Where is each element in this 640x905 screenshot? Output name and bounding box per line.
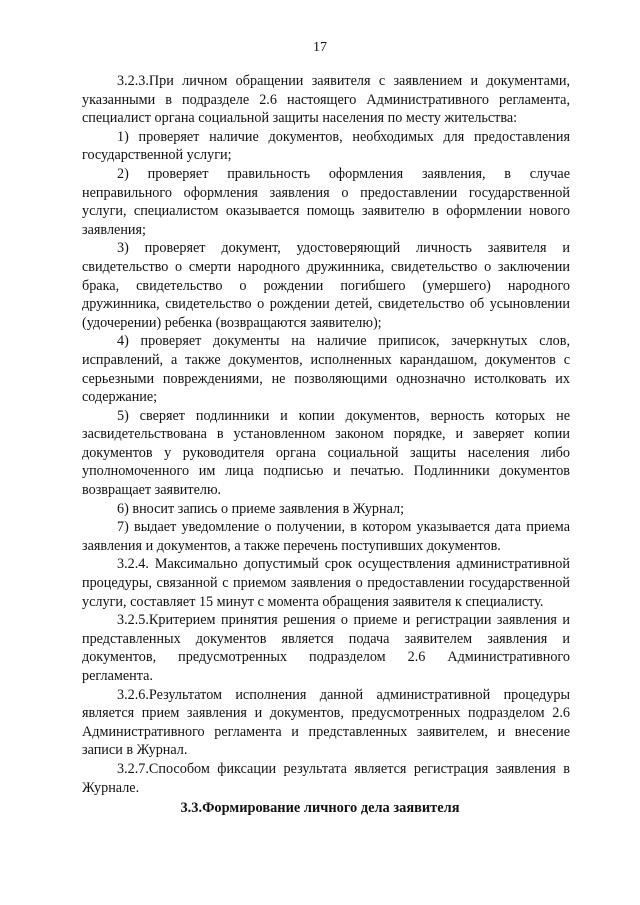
list-item-6: 6) вносит запись о приеме заявления в Журнал; — [117, 500, 405, 517]
paragraph-3-2-3: 3.2.3.При личном обращении заявителя с заявлением и документами, указанными в подразделе 2.6 настоящего Административного регламента, специалист органа социальной защиты населения по месту жительства: — [82, 73, 570, 127]
list-item-7: 7) выдает уведомление о получении, в котором указывается дата приема заявления и документов, а также перечень поступивших документов. — [82, 519, 570, 554]
page-number: 17 — [313, 40, 327, 55]
paragraph-3-2-5: 3.2.5.Критерием принятия решения о приеме и регистрации заявления и представленных документов является подача заявителем заявления и документов, предусмотренных подразделом 2.6 Административного регламента. — [82, 612, 570, 684]
list-item-4: 4) проверяет документы на наличие приписок, зачеркнутых слов, исправлений, а также документов, исполненных карандашом, документов с серьезными повреждениями, не позволяющими однозначно истолковать их содержание; — [82, 333, 570, 406]
list-item-5: 5) сверяет подлинники и копии документов, верность которых не засвидетельствована в установленном законом порядке, и заверяет копии документов у руководителя органа социальной защиты населения либо уполномоченного им лица подписью и печатью. Подлинники документов возвращает заявителю. — [82, 407, 570, 499]
list-item-1: 1) проверяет наличие документов, необходимых для предоставления государственной услуги; — [82, 128, 570, 164]
paragraph-3-2-4: 3.2.4. Максимально допустимый срок осуществления административной процедуры, связанной с приемом заявления о предоставлении государственной услуги, составляет 15 минут с момента обращения заявителя к специалисту. — [82, 556, 570, 610]
list-item-2: 2) проверяет правильность оформления заявления, в случае неправильного оформления заявления о предоставлении государственной услуги, специалистом оказывается помощь заявителю в оформлении нового заявления; — [82, 165, 570, 238]
list-item-3: 3) проверяет документ, удостоверяющий личность заявителя и свидетельство о смерти народного дружинника, свидетельство о заключении брака, свидетельство о рождении погибшего (умершего) народного дружинника, свидетельство о рождении детей, свидетельство об усыновлении (удочерении) ребенка (возвращаются заявителю); — [82, 240, 570, 331]
section-heading: 3.3.Формирование личного дела заявителя — [180, 800, 460, 816]
paragraph-3-2-6: 3.2.6.Результатом исполнения данной административной процедуры является прием заявления и документов, предусмотренных подразделом 2.6 Административного регламента и представленных заявителем, и внесение записи в Журнал. — [82, 686, 570, 759]
document-body — [82, 72, 570, 797]
paragraph-3-2-7: 3.2.7.Способом фиксации результата является регистрация заявления в Журнале. — [82, 760, 570, 796]
